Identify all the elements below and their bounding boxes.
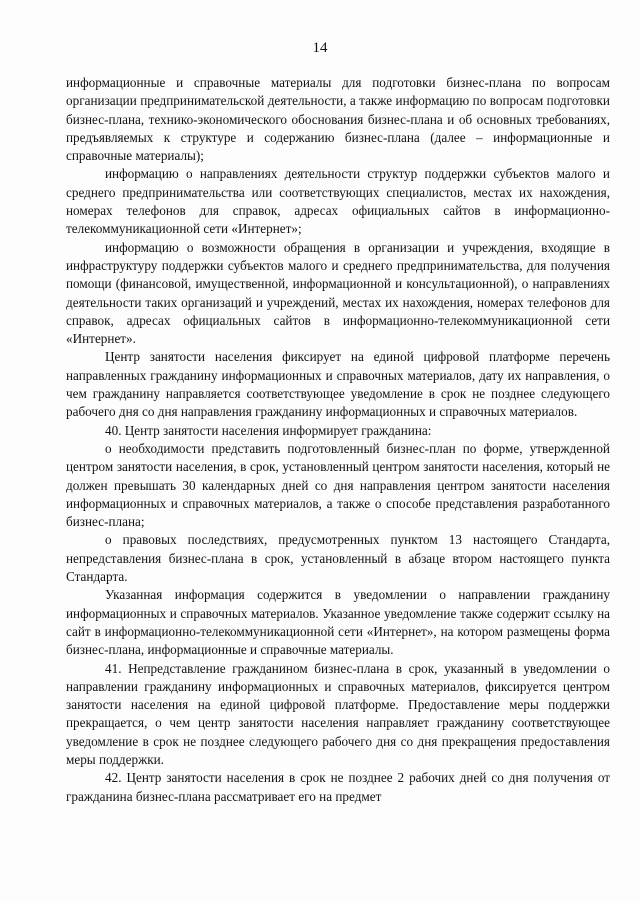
paragraph-continuation: информационные и справочные материалы для подготовки бизнес-плана по вопросам организации предпринимательской деятельности, а также информацию по вопросам подготовки бизнес-плана, технико-экономического обоснования бизнес-плана и об основных требованиях, предъявляемых к структуре и содержанию бизнес-плана (далее – информационные и справочные материалы); [66, 75, 610, 164]
document-body [66, 74, 610, 806]
paragraph-legal-consequences: о правовых последствиях, предусмотренных пунктом 13 настоящего Стандарта, непредставления бизнес-плана в срок, установленный в абзаце втором настоящего пункта Стандарта. [66, 532, 610, 585]
paragraph-notification-contents: Указанная информация содержится в уведомлении о направлении гражданину информационных и справочных материалов. Указанное уведомление также содержит ссылку на сайт в информационно-телекоммуникационной сети «Интернет», на котором размещены форма бизнес-плана, информационные и справочные материалы. [66, 587, 610, 658]
paragraph-clause-41: 41. Непредставление гражданином бизнес-плана в срок, указанный в уведомлении о направлении гражданину информационных и справочных материалов, фиксируется центром занятости населения на единой цифровой платформе. Предоставление меры поддержки прекращается, о чем центр занятости населения направляет гражданину соответствующее уведомление в срок не позднее следующего рабочего дня со дня прекращения предоставления меры поддержки. [66, 660, 610, 767]
page-number: 14 [312, 40, 328, 56]
paragraph-clause-40: 40. Центр занятости населения информирует гражданина: [105, 422, 432, 438]
paragraph-clause-42: 42. Центр занятости населения в срок не позднее 2 рабочих дней со дня получения от гражданина бизнес-плана рассматривает его на предмет [66, 770, 610, 804]
paragraph-support-structures: информацию о направлениях деятельности структур поддержки субъектов малого и среднего предпринимательства или соответствующих специалистов, местах их нахождения, номерах телефонов для справок, адресах официальных сайтов в информационно-телекоммуникационной сети «Интернет»; [66, 166, 610, 237]
paragraph-platform-recording: Центр занятости населения фиксирует на единой цифровой платформе перечень направленных гражданину информационных и справочных материалов, дату их направления, о чем гражданину направляется соответствующее уведомление в срок не позднее следующего рабочего дня со дня направления гражданину информационных и справочных материалов. [66, 349, 610, 420]
paragraph-infrastructure-access: информацию о возможности обращения в организации и учреждения, входящие в инфраструктуру поддержки субъектов малого и среднего предпринимательства, для получения помощи (финансовой, имущественной, информационной и консультационной), о направлениях деятельности таких организаций и учреждений, местах их нахождения, номерах телефонов для справок, адресах официальных сайтов в информационно-телекоммуникационной сети «Интернет». [66, 239, 610, 347]
paragraph-business-plan-deadline: о необходимости представить подготовленный бизнес-план по форме, утвержденной центром занятости населения, в срок, установленный центром занятости населения, который не должен превышать 30 календарных дней со дня направления центром занятости населения информационных и справочных материалов, а также о способе представления разработанного бизнес-плана; [66, 440, 610, 530]
